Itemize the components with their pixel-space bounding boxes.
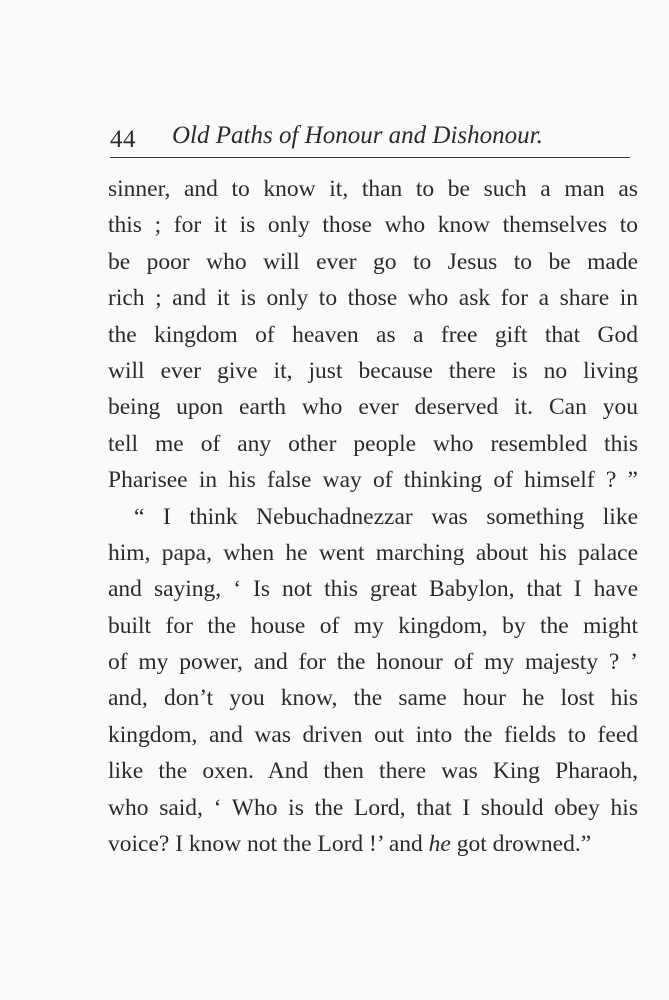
text-line: and, don’t you know, the same hour he lost his: [108, 685, 638, 712]
text-line: rich ; and it is only to those who ask for a share in: [108, 285, 638, 312]
text-line: kingdom, and was driven out into the fields to feed: [108, 721, 638, 748]
text-line: will ever give it, just because there is no living: [108, 357, 638, 384]
text-line: built for the house of my kingdom, by the might: [108, 612, 638, 639]
body-text: [108, 171, 638, 862]
header-rule: [110, 157, 630, 158]
text-line: this ; for it is only those who know themselves to: [108, 212, 638, 239]
text-line: being upon earth who ever deserved it. Can you: [108, 394, 638, 421]
text-line: like the oxen. And then there was King Pharaoh,: [108, 758, 638, 785]
last-line-after: got drowned.”: [450, 831, 592, 858]
emphasis-word: he: [428, 831, 451, 858]
text-line-paragraph-start: “ I think Nebuchadnezzar was something like: [134, 503, 638, 530]
text-line: sinner, and to know it, than to be such a man as: [108, 176, 638, 202]
page-header: [110, 118, 630, 158]
text-line: the kingdom of heaven as a free gift that God: [108, 321, 638, 348]
text-line: of my power, and for the honour of my majesty ? ’: [108, 649, 638, 676]
last-line-before: voice? I know not the Lord !’ and: [108, 831, 429, 858]
running-title: Old Paths of Honour and Dishonour.: [172, 122, 543, 149]
text-line: him, papa, when he went marching about his palace: [108, 539, 638, 566]
text-line: who said, ‘ Who is the Lord, that I should obey his: [108, 794, 638, 821]
text-line-last: [108, 826, 638, 862]
text-line: Pharisee in his false way of thinking of himself ? ”: [108, 467, 638, 494]
page-number: 44: [110, 126, 136, 153]
text-line: be poor who will ever go to Jesus to be made: [108, 248, 638, 275]
text-line: and saying, ‘ Is not this great Babylon, that I have: [108, 576, 638, 603]
text-line: tell me of any other people who resembled this: [108, 430, 638, 457]
